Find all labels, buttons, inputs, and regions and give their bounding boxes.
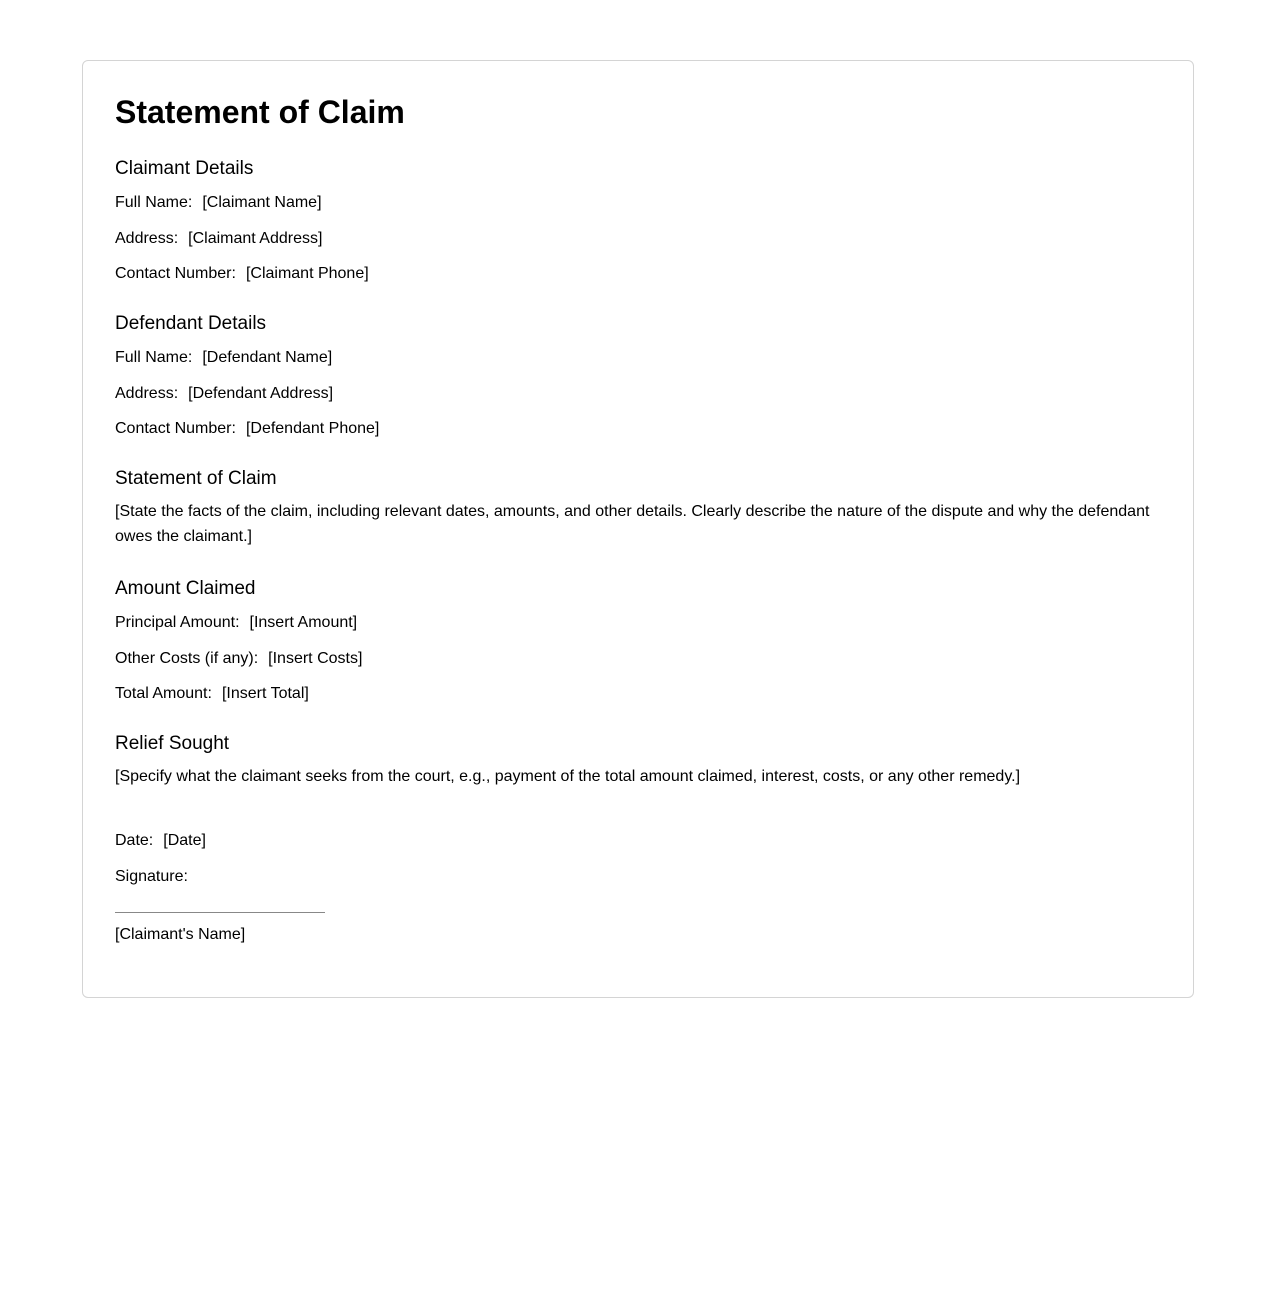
defendant-section — [115, 312, 1161, 439]
statement-section — [115, 467, 1161, 549]
field-row — [115, 684, 1161, 704]
signature-line — [115, 912, 325, 913]
field-value: [Defendant Name] — [202, 349, 333, 366]
claimant-name-signoff: [Claimant's Name] — [115, 925, 246, 943]
section-heading: Relief Sought — [115, 733, 230, 754]
field-value: [Insert Amount] — [249, 614, 358, 631]
field-row — [115, 649, 1161, 669]
signature-label: Signature: — [115, 867, 188, 885]
relief-text: [Specify what the claimant seeks from the court, e.g., payment of the total amount claimed, interest, costs, or any other remedy.] — [115, 768, 1021, 785]
field-value: [Defendant Phone] — [245, 420, 380, 437]
field-label: Contact Number: — [115, 420, 236, 437]
field-value: [Defendant Address] — [188, 384, 334, 402]
section-heading: Defendant Details — [115, 313, 267, 334]
field-value: [Claimant Phone] — [245, 265, 369, 282]
field-value: [Claimant Address] — [188, 229, 323, 247]
field-label: Full Name: — [115, 349, 193, 366]
field-label: Full Name: — [115, 194, 193, 211]
field-value: [Insert Costs] — [268, 649, 363, 667]
document-card — [82, 60, 1194, 998]
signature-row — [115, 867, 1161, 887]
date-value: [Date] — [163, 832, 206, 849]
relief-section — [115, 732, 1161, 789]
field-label: Contact Number: — [115, 265, 236, 282]
field-label: Address: — [115, 384, 179, 402]
field-row — [115, 613, 1161, 633]
field-label: Principal Amount: — [115, 614, 240, 631]
amount-section — [115, 577, 1161, 704]
field-label: Total Amount: — [115, 685, 212, 702]
section-heading: Amount Claimed — [115, 578, 256, 599]
field-row — [115, 264, 1161, 284]
date-label: Date: — [115, 832, 154, 849]
section-heading: Claimant Details — [115, 158, 254, 179]
field-value: [Claimant Name] — [202, 194, 322, 211]
field-row — [115, 193, 1161, 213]
field-row — [115, 348, 1161, 368]
signoff-section — [115, 831, 1161, 945]
field-label: Address: — [115, 229, 179, 247]
date-row — [115, 831, 1161, 851]
field-value: [Insert Total] — [221, 685, 309, 702]
field-row — [115, 229, 1161, 249]
section-heading: Statement of Claim — [115, 468, 277, 489]
field-row — [115, 384, 1161, 404]
claimant-section — [115, 157, 1161, 284]
page-title: Statement of Claim — [115, 94, 405, 130]
field-row — [115, 419, 1161, 439]
field-label: Other Costs (if any): — [115, 649, 259, 667]
statement-text: [State the facts of the claim, including relevant dates, amounts, and other details. Clearly describe the nature of the dispute and why the defendant owes the claimant.] — [115, 503, 1150, 545]
